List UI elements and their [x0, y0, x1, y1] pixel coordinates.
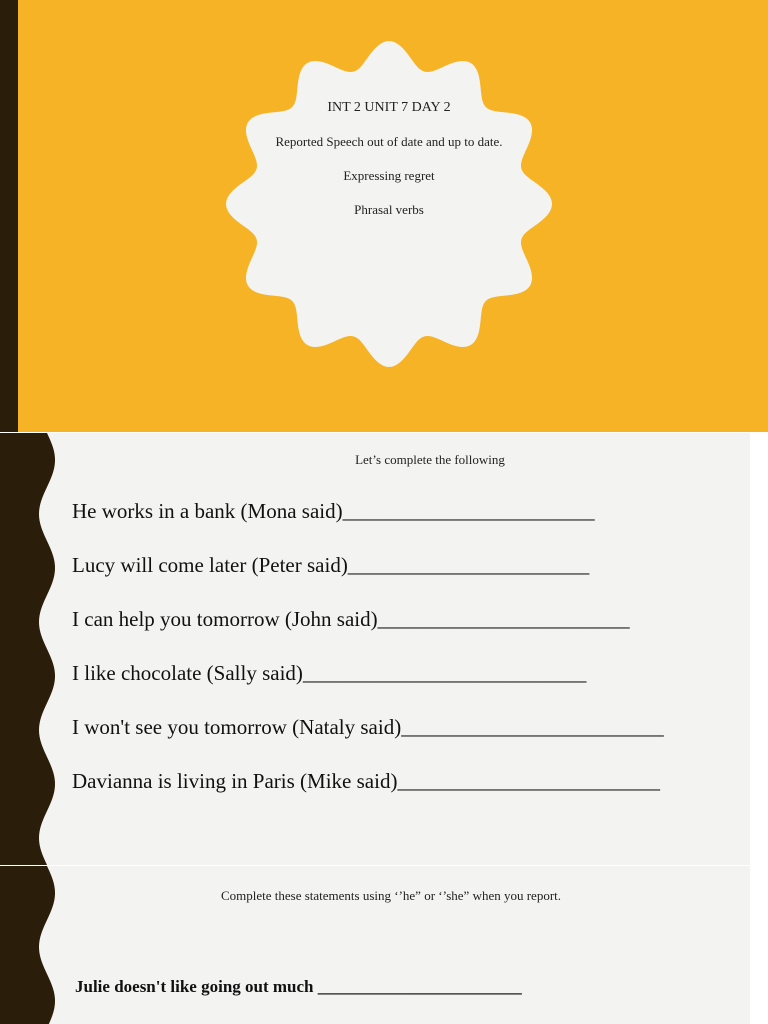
exercise-list: [72, 499, 664, 823]
title-slide: [0, 0, 768, 432]
statement-item: Julie doesn't like going out much ________________________: [75, 977, 522, 996]
left-accent-bar: [0, 0, 18, 432]
wavy-left-border: [0, 433, 60, 865]
lesson-title: INT 2 UNIT 7 DAY 2: [327, 100, 451, 115]
statements-instruction: Complete these statements using ‘’he” or ‘’she” when you report.: [220, 888, 562, 903]
exercise-item: Davianna is living in Paris (Mike said)_________________________: [72, 769, 660, 793]
exercise-item: He works in a bank (Mona said)________________________: [72, 499, 595, 523]
exercise-item: I can help you tomorrow (John said)________________________: [72, 607, 630, 631]
topic-reported-speech: Reported Speech out of date and up to date.: [275, 134, 503, 149]
exercise-item: I like chocolate (Sally said)___________________________: [72, 661, 587, 685]
wavy-left-border: [0, 866, 60, 1024]
exercise-heading: Let’s complete the following: [355, 452, 505, 467]
exercise-item: Lucy will come later (Peter said)_______________________: [72, 553, 590, 577]
exercise-slide: [0, 433, 768, 865]
statements-slide: [0, 866, 768, 1024]
badge-content: [274, 100, 504, 236]
topic-expressing-regret: Expressing regret: [343, 168, 435, 183]
topic-phrasal-verbs: Phrasal verbs: [354, 202, 424, 217]
exercise-item: I won't see you tomorrow (Nataly said)_________________________: [72, 715, 664, 739]
